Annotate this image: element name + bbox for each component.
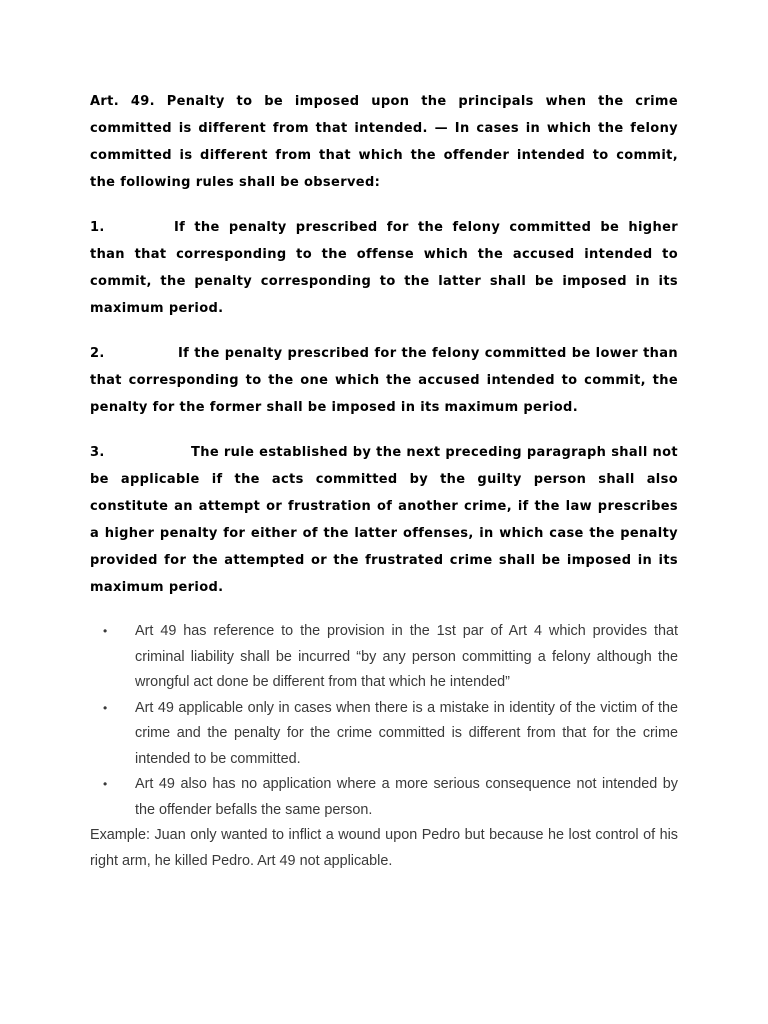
document-body [90,88,678,874]
bullet-icon: • [103,777,108,791]
rule-text-1: If the penalty prescribed for the felony committed be higher than that corresponding to the offense which the accused intended to commit, the penalty corresponding to the latter shall be imposed in its maximum period. [90,220,678,316]
article-heading: Art. 49. Penalty to be imposed upon the principals when the crime committed is different from that intended. — In cases in which the felony committed is different from that which the offender intended to commit, the following rules shall be observed: [90,94,678,190]
rule-number-1: 1. [90,220,105,235]
bullet-icon: • [103,624,108,638]
rule-paragraph-1 [90,214,678,322]
list-item [90,619,678,696]
note-text-3: Art 49 also has no application where a more serious consequence not intended by the offender befalls the same person. [135,776,678,818]
rule-paragraph-2 [90,340,678,421]
rule-text-2: If the penalty prescribed for the felony committed be lower than that corresponding to the one which the accused intended to commit, the penalty for the former shall be imposed in its maximum period. [90,346,678,415]
example-paragraph: Example: Juan only wanted to inflict a wound upon Pedro but because he lost control of his right arm, he killed Pedro. Art 49 not applicable. [90,827,678,869]
rule-number-2: 2. [90,346,105,361]
rule-number-3: 3. [90,445,105,460]
rule-paragraph-3 [90,439,678,601]
notes-list [90,619,678,823]
list-item [90,772,678,823]
note-text-1: Art 49 has reference to the provision in the 1st par of Art 4 which provides that criminal liability shall be incurred “by any person committing a felony although the wrongful act done be different from that which he intended” [135,623,678,690]
rule-text-3: The rule established by the next preceding paragraph shall not be applicable if the acts committed by the guilty person shall also constitute an attempt or frustration of another crime, if the law prescribes a higher penalty for either of the latter offenses, in which case the penalty provided for the attempted or the frustrated crime shall be imposed in its maximum period. [90,445,678,595]
note-text-2: Art 49 applicable only in cases when there is a mistake in identity of the victim of the crime and the penalty for the crime committed is different from that for the crime intended to be committed. [135,699,678,767]
bullet-icon: • [103,700,108,715]
list-item [90,696,678,773]
